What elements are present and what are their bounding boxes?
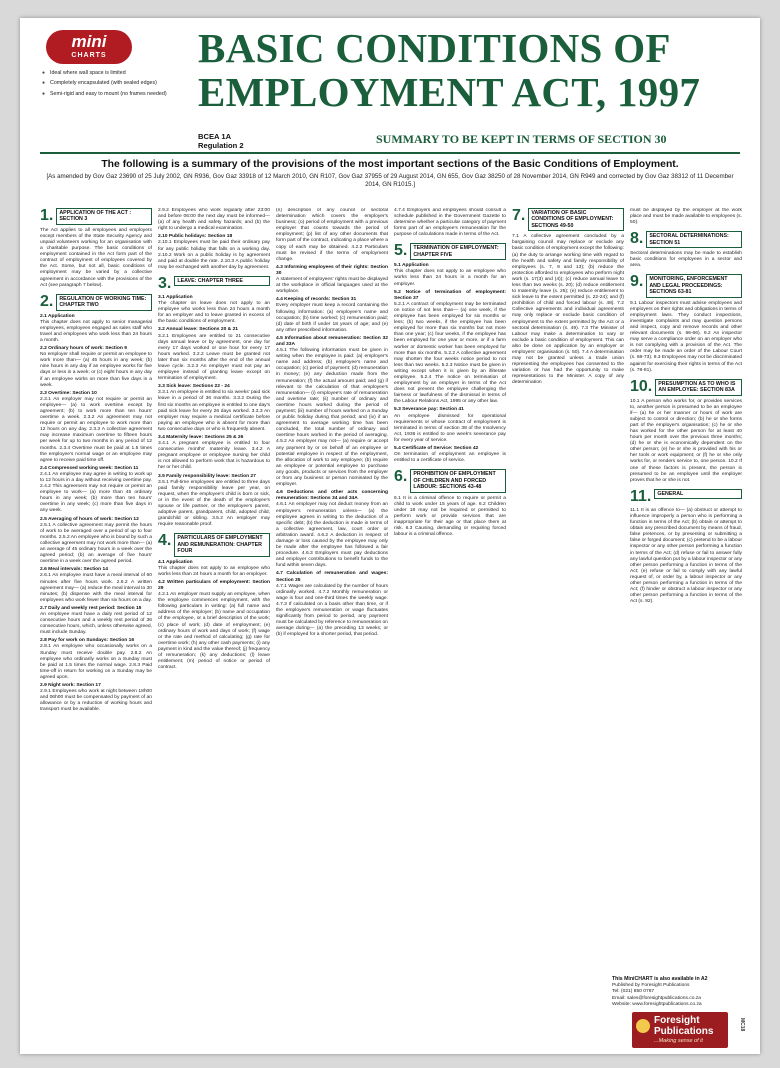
section-number: 2. (40, 292, 54, 310)
subsection-text: 4.5.1 The following information must be given in writing when the employee is paid: (a) employer's name and address; (b) employee's name and occupation; (c) period of payment; (d) remuneration in money; (e) any deduction made from the remuneration; (f) the actual amount paid; and (g) if relevant to the calculation of that employee's remuneration— (i) employee's rate of remuneration and overtime rate; (ii) number of ordinary and overtime hours worked during the period of payment; (iii) number of hours worked on a Sunday or public holiday during that period; and (iv) if an agreement to average working time has been concluded, the total number of ordinary and overtime hours worked in the period of averaging. 4.5.2 An employer may not— (a) require or accept any payment by or on behalf of an employee or potential employee in respect of the employment, the allocation of work to any employee; (b) require an employee or potential employee to purchase any goods, products or services from the employer or from any business or person nominated by the employer. (276, 348, 388, 488)
feature-bullet: ● Semi-rigid and easy to mount (no frames needed) (42, 91, 192, 97)
section-title: APPLICATION OF THE ACT : SECTION 3 (56, 208, 152, 225)
feature-bullet: ● Ideal where wall space is limited (42, 70, 192, 76)
section-header (40, 208, 152, 225)
brand-tagline: ...Making sense of it (654, 1038, 703, 1044)
subsection-text: 2.3.1 An employer may not require or permit an employee— (a) to work overtime except by agreement; (b) to work more than ten hours' overtime a week. 2.3.2 An agreement may not require or permit an employee to work more than 12 hours on any day. 2.3.3 A collective agreement may increase maximum overtime to fifteen hours per week for up to two months in any period of 12 months. 2.3.4 Overtime must be paid at 1.5 times the employee's normal wage or an employee may agree to receive paid time off. (40, 396, 152, 463)
subsection-heading: 2.9 Night work: Section 17 (40, 683, 101, 688)
section-number: 11. (630, 487, 652, 505)
section-title: VARIATION OF BASIC CONDITIONS OF EMPLOYMENT: SECTIONS 49-50 (528, 208, 624, 231)
section-header (40, 294, 152, 311)
subsection-text: 2.8.1 An employee who occasionally works on a Sunday must receive double pay. 2.8.2 An employee who ordinarily works on a Sunday must be paid at 1.5 times the normal wage. 2.8.3 Paid time-off in return for working on a Sunday may be agreed upon. (40, 644, 152, 680)
publisher-info (612, 976, 752, 1008)
subsection-text: 3.5.1 Full-time employees are entitled to three days paid family responsibility leave per year, on request, when the employee's child is born or sick, or in the event of the death of the employee's spouse or life partner, or the employee's parent, adoptive parent, grandparent, child, adopted child, grandchild or sibling. 3.5.2 An employer may require reasonable proof. (158, 479, 270, 528)
section-title: GENERAL (654, 489, 742, 499)
publisher-line: Published by Foresight Publications (612, 983, 690, 988)
subsection-text: 2.6.1 An employee must have a meal interval of 60 minutes after five hours work. 2.6.2 A written agreement may— (a) reduce the meal interval to 30 minutes; (b) dispense with the meal interval for employees who work fewer than six hours on a day. (40, 573, 152, 603)
section-4-continued (276, 208, 388, 638)
subsection-heading: 5.4 Certificate of Service: Section 42 (394, 446, 479, 451)
subsection-text: 3.3.1 An employee is entitled to six weeks' paid sick leave in a period of 36 months. 3.3.2 During the first six months an employee is entitled to one day's paid sick leave for every 26 days worked. 3.3.3 An employer may require a medical certificate before paying an employee who is absent for more than two consecutive days or who is frequently absent. (158, 390, 270, 432)
subsection-text: 4.6.1 An employer may not deduct money from an employee's remuneration unless— (a) the employee agrees in writing to the deduction of a specific debt; (b) the deduction is made in terms of a collective agreement, law, court order or arbitration award. 4.6.2 A deduction in respect of damage or loss caused by the employee may only be made after the employee has followed a fair procedure. 4.6.3 Employers must pay deductions and employer contributions to benefit funds to the fund within seven days. (276, 502, 388, 569)
availability-note: This MiniCHART is also available in A2 (612, 976, 708, 982)
subsection-text: 5.2.1 A contract of employment may be terminated on notice of not less than— (a) one week, if the employee has been employed for six months or less; (b) two weeks, if the employee has been employed for more than six months but not more than one year; (c) four weeks, if the employee has been employed for one year or more, or if a farm worker or domestic worker has been employed for more than six months. 5.2.2 A collective agreement may shorten the four weeks notice period to not less than two weeks. 5.2.3 Notice must be given in writing except when it is given by an illiterate employee. 5.2.4 The notice on termination of employment by an employer in terms of the Act does not prevent the employee challenging the fairness or lawfulness of the dismissal in terms of the Labour Relations Act, 1995 or any other law. (394, 301, 506, 405)
section-body (158, 295, 270, 528)
subsection-heading: 5.2 Notice of termination of employment: Section 37 (394, 289, 506, 301)
section-body (158, 234, 270, 271)
section-4 (158, 533, 270, 671)
subsection-text: Every employer must keep a record containing the following information: (a) employee's name and occupation; (b) time worked; (c) remuneration paid; (d) date of birth if under 18 years of age; and (e) any other prescribed information. (276, 303, 388, 333)
subsection-heading: 2.8 Pay for work on Sundays: Section 16 (40, 638, 135, 644)
bcea-regulation: Regulation 2 (198, 141, 244, 150)
section-body (158, 560, 270, 672)
subsection-heading: 2.2 Ordinary hours of work: Section 9 (40, 346, 127, 352)
section-11 (630, 489, 742, 606)
logo-charts-text: CHARTS (71, 52, 107, 59)
section-4-end (394, 208, 506, 238)
subsection-text: On termination of employment an employee is entitled to a certificate of service. (394, 452, 506, 464)
subsection-heading: 4.6 Deductions and other acts concerning remuneration: Sections 34 and 34A (276, 490, 388, 502)
minicharts-logo (46, 30, 132, 64)
subsection-text: 2.10.1 Employees must be paid their ordinary pay for any public holiday that falls on a working day. 2.10.2 Work on a public holiday is by agreement and paid at double the rate. 2.10.3 A public holiday may be exchanged with another day by agreement. (158, 240, 270, 270)
section-7-continued (630, 208, 742, 226)
sun-icon (636, 1019, 650, 1033)
section-header (512, 208, 624, 231)
section-body (40, 314, 152, 714)
section-body: 10.1 A person who works for, or provides services to, another person is presumed to be an employee if— (a) he or her manner or hours of work are subject to control or direction; (b) he or she forms part of the employer's organisation; (c) he or she has worked for the other person for at least 40 hours per month over the previous three months; (d) he or she is economically dependent on the other person; (e) he or she is provided with his or her tools or work equipment; or (f) he or she only works for, or renders service to, one person. 10.2 If one of these factors is present, the person is presumed to be an employee until the employer proves that he or she is not. (630, 398, 742, 483)
section-header (630, 274, 742, 297)
column-4 (394, 208, 506, 1042)
subsection-heading: 4.2 Written particulars of employment: Section 29 (158, 579, 270, 591)
section-number: 3. (158, 274, 172, 292)
bcea-code: BCEA 1A (198, 132, 232, 141)
section-title: REGULATION OF WORKING TIME: CHAPTER TWO (56, 294, 152, 311)
subsection-heading: 2.4 Compressed working week: Section 11 (40, 465, 139, 471)
section-body (394, 263, 506, 464)
section-body: (n) description of any council or sectoral determination which covers the employer's business; (o) period of employment with a previous employer that counts towards the period of employment; (p) list of any other documents that form part of the contract, indicating a place where a copy of each may be obtained. 4.2.2 Particulars must be revised if the terms of employment change. (276, 208, 388, 262)
section-6 (394, 469, 506, 538)
section-title: PROHIBITION OF EMPLOYMENT OF CHILDREN AND FORCED LABOUR: SECTIONS 43-48 (410, 469, 506, 492)
logo-mini-text: mini (71, 32, 107, 51)
subsection-text: This chapter does not apply to an employee who works less than 24 hours a month for an employer. (158, 565, 270, 577)
brand-name: Foresight Publications (654, 1015, 714, 1037)
publisher-email: Email: sales@foresightpublications.co.za (612, 995, 701, 1001)
section-body: 11.1 It is an offence to— (a) obstruct or attempt to influence improperly a person who is performing a function in terms of the Act; (b) obtain or attempt to obtain any prescribed document by means of fraud, false pretences, or by presenting or submitting a false or forged document; (c) pretend to be a labour inspector or any other person performing a function in terms of the Act; (d) refuse or fail to answer fully any lawful question put by a labour inspector or any other person performing a function in terms of the Act; (e) refuse or fail to comply with any lawful request of, or order by, a labour inspector or any other person performing a function in terms of the Act; (f) hinder or obstruct a labour inspector or any other person performing a function in terms of the Act (s. 92). (630, 507, 742, 605)
section-2-continued (158, 208, 270, 271)
section-title: TERMINATION OF EMPLOYMENT: CHAPTER FIVE (410, 243, 506, 260)
section-header (158, 533, 270, 556)
section-title: LEAVE: CHAPTER THREE (174, 276, 270, 286)
subsection-text: 4.2.1 An employer must supply an employee, when the employee commences employment, with the following particulars in writing: (a) full name and address of the employer; (b) name and occupation of the employee, or a brief description of the work; (c) place of work; (d) date of employment; (e) ordinary hours of work and days of work; (f) wage or the rate and method of calculating; (g) rate for overtime work; (h) any other cash payments; (i) any payment in kind and the value thereof; (j) frequency of remuneration; (k) any deductions; (l) leave entitlement; (m) period of notice or period of contract. (158, 592, 270, 671)
column-6 (630, 208, 742, 1042)
section-body: 7.1 A collective agreement concluded by a bargaining council may replace or exclude any basic condition of employment except the following: (a) the duty to arrange working time with regard to the health and safety and family responsibility of employees (s. 7, 9 and 13); (b) reduce the protection afforded to employees who perform night work (s. 17(3) and (4)); (c) reduce annual leave to less than two weeks (s. 20); (d) reduce entitlement to maternity leave (s. 25); (e) reduce entitlement to sick leave to the extent permitted (s. 22-24); and (f) prohibition of child and forced labour (s. 48). 7.2 Collective agreements and individual agreements may only replace or exclude basic condition of employment to the extent permitted by the Act or a sectoral determination (s. 49). 7.3 The Minister of Labour may make a determination to vary or exclude a basic condition of employment. This can also be done on application by an employer or employers' organisation (s. 50). 7.4 A determination may not be granted unless a trade union representing the employees has consented to the variation or has had the opportunity to make representations to the Minister. A copy of any determination (512, 234, 624, 386)
subsection-text: 3.4.1 A pregnant employee is entitled to four consecutive months' maternity leave. 3.4.2 A pregnant employee or employee nursing her child is not allowed to perform work that is hazardous to her or her child. (158, 441, 270, 471)
section-body: 6.1 It is a criminal offence to require or permit a child to work under 15 years of age. 6.2 Children under 18 may not be required or permitted to perform work or provide services that are inappropriate for their age or that place them at risk. 6.3 Causing, demanding or requiring forced labour is a criminal offence. (394, 495, 506, 538)
subsection-heading: 3.1 Application (158, 294, 193, 300)
subsection-heading: 4.1 Application (158, 559, 193, 565)
subsection-text: An employee must have a daily rest period of 12 consecutive hours and a weekly rest period of 36 consecutive hours, which, unless otherwise agreed, must include Sunday. (40, 611, 152, 636)
section-body: Sectoral determinations may be made to establish basic conditions for employees in a sector and area. (630, 251, 742, 269)
section-body: 9.1 Labour inspectors must advise employees and employers on their rights and obligations in terms of employment laws. They conduct inspections, investigate complaints and may question persons and inspect, copy and remove records and other relevant documents (s. 66-66). 9.2 An inspector may serve a compliance order on an employer who is not complying with a provision of the Act. The order may be made an order of the Labour Court (s. 68-73). 9.3 Employees may not be discriminated against for exercising their rights in terms of the Act (s. 78-81). (630, 300, 742, 373)
section-number: 1. (40, 208, 54, 224)
column-3 (276, 208, 388, 1042)
content-columns (40, 208, 740, 1042)
subsection-text: An employee dismissed for operational requirements or whose contract of employment is terminated in terms of section 38 of the Insolvency Act, 1936 is entitled to one week's severance pay for every year of service. (394, 413, 506, 443)
subsection-text: A statement of employees' rights must be displayed at the workplace in official languages used at the workplace. (276, 277, 388, 295)
subsection-heading: 4.7 Calculation of remuneration and wages: Section 35 (276, 571, 388, 583)
subsection-text: No employer shall require or permit an employee to work more than— (a) 45 hours in any week; (b) nine hours in any day if an employee works for five days or less in a week; or (c) eight hours in any day if an employee works on more than five days in a week. (40, 352, 152, 388)
section-number: 4. (158, 532, 172, 550)
subsection-text: This chapter does not apply to an employee who works less than 24 hours in a month for an employer. (394, 269, 506, 287)
subsection-text: 2.5.1 A collective agreement may permit the hours of work to be averaged over a period of up to four months. 2.5.2 An employee who is bound by such a collective agreement may not work more than— (a) an average of 45 ordinary hours in a week over the agreed period; (b) an average of five hours' overtime in a week over the agreed period. (40, 522, 152, 565)
subsection-text: The chapter on leave does not apply to an employee who works less than 24 hours a month for an employer and to leave granted in excess of the basic conditions of employment. (158, 301, 270, 325)
section-number: 8. (630, 230, 644, 248)
section-7 (512, 208, 624, 387)
section-header (630, 379, 742, 396)
section-number: 6. (394, 468, 408, 486)
section-number: 7. (512, 208, 526, 224)
subsection-heading: 2.1 Application (40, 313, 75, 319)
subsection-heading: 4.3 Informing employees of their rights: Section 30 (276, 264, 388, 276)
bcea-reference (198, 132, 244, 150)
title-line-1: BASIC CONDITIONS OF (198, 25, 671, 71)
subsection-heading: 5.1 Application (394, 263, 429, 269)
section-body: 4.7.4 Employers and employees should consult a schedule published in the Government Gazette to determine whether a particular category of payment forms part of an employee's remuneration for the purpose of calculations made in terms of the Act. (394, 208, 506, 238)
feature-bullet: ● Completely encapsulated (with sealed edges) (42, 80, 192, 86)
title-line-2: EMPLOYMENT ACT, 1997 (198, 69, 701, 115)
subsection-text: 2.4.1 An employee may agree in writing to work up to 12 hours in a day without receiving overtime pay. 2.4.2 This agreement may not require or permit an employee to work— (a) more than 45 ordinary hours in any week; (b) more than ten hours' overtime in any week; (c) more than five days in any week. (40, 471, 152, 514)
foresight-logo (632, 1012, 728, 1048)
section-header (158, 276, 270, 292)
product-code: MC18 (739, 1018, 745, 1032)
subsection-heading: 2.7 Daily and weekly rest period: Section 15 (40, 605, 142, 611)
publisher-phone: Tel: (021) 850 0767 (612, 989, 655, 995)
section-body: 2.9.2 Employees who work regularly after 23:00 and before 06:00 the next day must be informed— (a) of any health and safety hazards; and (b) the right to undergo a medical examination. (158, 208, 270, 232)
section-3 (158, 276, 270, 528)
section-title: MONITORING, ENFORCEMENT AND LEGAL PROCEEDINGS: SECTIONS 63-81 (646, 274, 742, 297)
subsection-heading: 3.4 Maternity leave: Sections 25 & 26 (158, 435, 244, 440)
section-10 (630, 379, 742, 484)
column-1 (40, 208, 152, 1042)
subsection-text: This chapter does not apply to senior managerial employees, employees engaged as sales staff who travel and employees who work less than 24 hours a month. (40, 319, 152, 343)
subsection-heading: 4.5 Information about remuneration: Section 32 and 33A (276, 335, 388, 347)
section-body (276, 265, 388, 639)
section-number: 9. (630, 273, 644, 291)
header-divider (40, 152, 740, 154)
section-5 (394, 243, 506, 464)
section-title: PARTICULARS OF EMPLOYMENT AND REMUNERATION: CHAPTER FOUR (174, 533, 270, 556)
column-2 (158, 208, 270, 1042)
section-2 (40, 294, 152, 714)
subsection-text: 2.9.1 Employees who work at night between 18h00 and 06h00 must be compensated by payment of an allowance or by a reduction of working hours and transport must be available. (40, 689, 152, 713)
section-title: PRESUMPTION AS TO WHO IS AN EMPLOYEE: SECTION 83A (655, 379, 742, 396)
subsection-heading: 2.6 Meal intervals: Section 14 (40, 567, 108, 573)
section-header (394, 469, 506, 492)
publisher-website: Website: www.foresightpublications.co.za (612, 1001, 702, 1007)
section-number: 10. (630, 377, 653, 395)
intro (44, 158, 736, 189)
poster (20, 18, 760, 1054)
column-5 (512, 208, 624, 1042)
intro-amendments: [As amended by Gov Gaz 23690 of 25 July 2002, GN R936, Gov Gaz 33918 of 12 March 2010, GN R107, Gov Gaz 37955 of 29 August 2014, GN 655, Gov Gaz 38250 of 28 November 2014, GN R949 and corrected by Gov Gaz 38312 of 11 December 2014, GN R1015.] (46, 173, 734, 188)
subsection-heading: 3.3 Sick leave: Sections 22 - 24 (158, 384, 230, 390)
section-title: SECTORAL DETERMINATIONS: SECTION 51 (646, 231, 742, 248)
section-body: must be displayed by the employer at the work place and must be made available to employees (s. 50). (630, 208, 742, 226)
subsection-heading: 4.4 Keeping of records: Section 31 (276, 297, 357, 303)
section-9 (630, 274, 742, 373)
subsection-heading: 5.3 Severance pay: Section 41 (394, 407, 464, 413)
section-1 (40, 208, 152, 289)
section-header (630, 489, 742, 505)
subsection-heading: 2.10 Public holidays: Section 18 (158, 234, 233, 240)
summary-subtitle: SUMMARY TO BE KEPT IN TERMS OF SECTION 30 (376, 132, 667, 146)
section-body: The Act applies to all employees and employers except members of the State Security Agency and unpaid volunteers working for an organisation with a charitable purpose. The basic conditions of employment contained in the Act form part of the contract of employment of employees covered by the Act. Some, but not all, basic conditions of employment may be varied by a collective agreement in accordance with the provisions of the Act (see paragraph 7 below). (40, 227, 152, 288)
section-8 (630, 231, 742, 269)
subsection-text: 4.7.1 Wages are calculated by the number of hours ordinarily worked. 4.7.2 Monthly remuneration or wage is four and one-third times the weekly wage. 4.7.3 If calculated on a basis other than time, or if the employee's remuneration or wage fluctuates significantly from period to period, any payment must be calculated by reference to remuneration on average during— (a) the preceding 13 weeks; or (b) if employed for a shorter period, that period. (276, 583, 388, 638)
subsection-heading: 3.2 Annual leave: Sections 20 & 21 (158, 327, 239, 333)
subsection-heading: 2.5 Averaging of hours of work: Section 12 (40, 516, 139, 522)
section-number: 5. (394, 242, 408, 260)
page-title (198, 26, 758, 114)
subsection-heading: 2.3 Overtime: Section 10 (40, 390, 97, 396)
subsection-heading: 3.5 Family responsibility leave: Section 27 (158, 473, 256, 479)
section-header (394, 243, 506, 260)
intro-heading: The following is a summary of the provisions of the most important sections of the Basic Conditions of Employment. (101, 159, 679, 170)
subsection-text: 3.2.1 Employees are entitled to 21 consecutive days annual leave or by agreement, one day for every 17 days worked or one hour for every 17 hours worked. 3.2.2 Leave must be granted not later than six months after the end of the annual leave cycle. 3.2.3 An employer must not pay an employee instead of granting leave except on termination of employment. (158, 333, 270, 382)
feature-bullets (42, 70, 192, 101)
section-header (630, 231, 742, 248)
